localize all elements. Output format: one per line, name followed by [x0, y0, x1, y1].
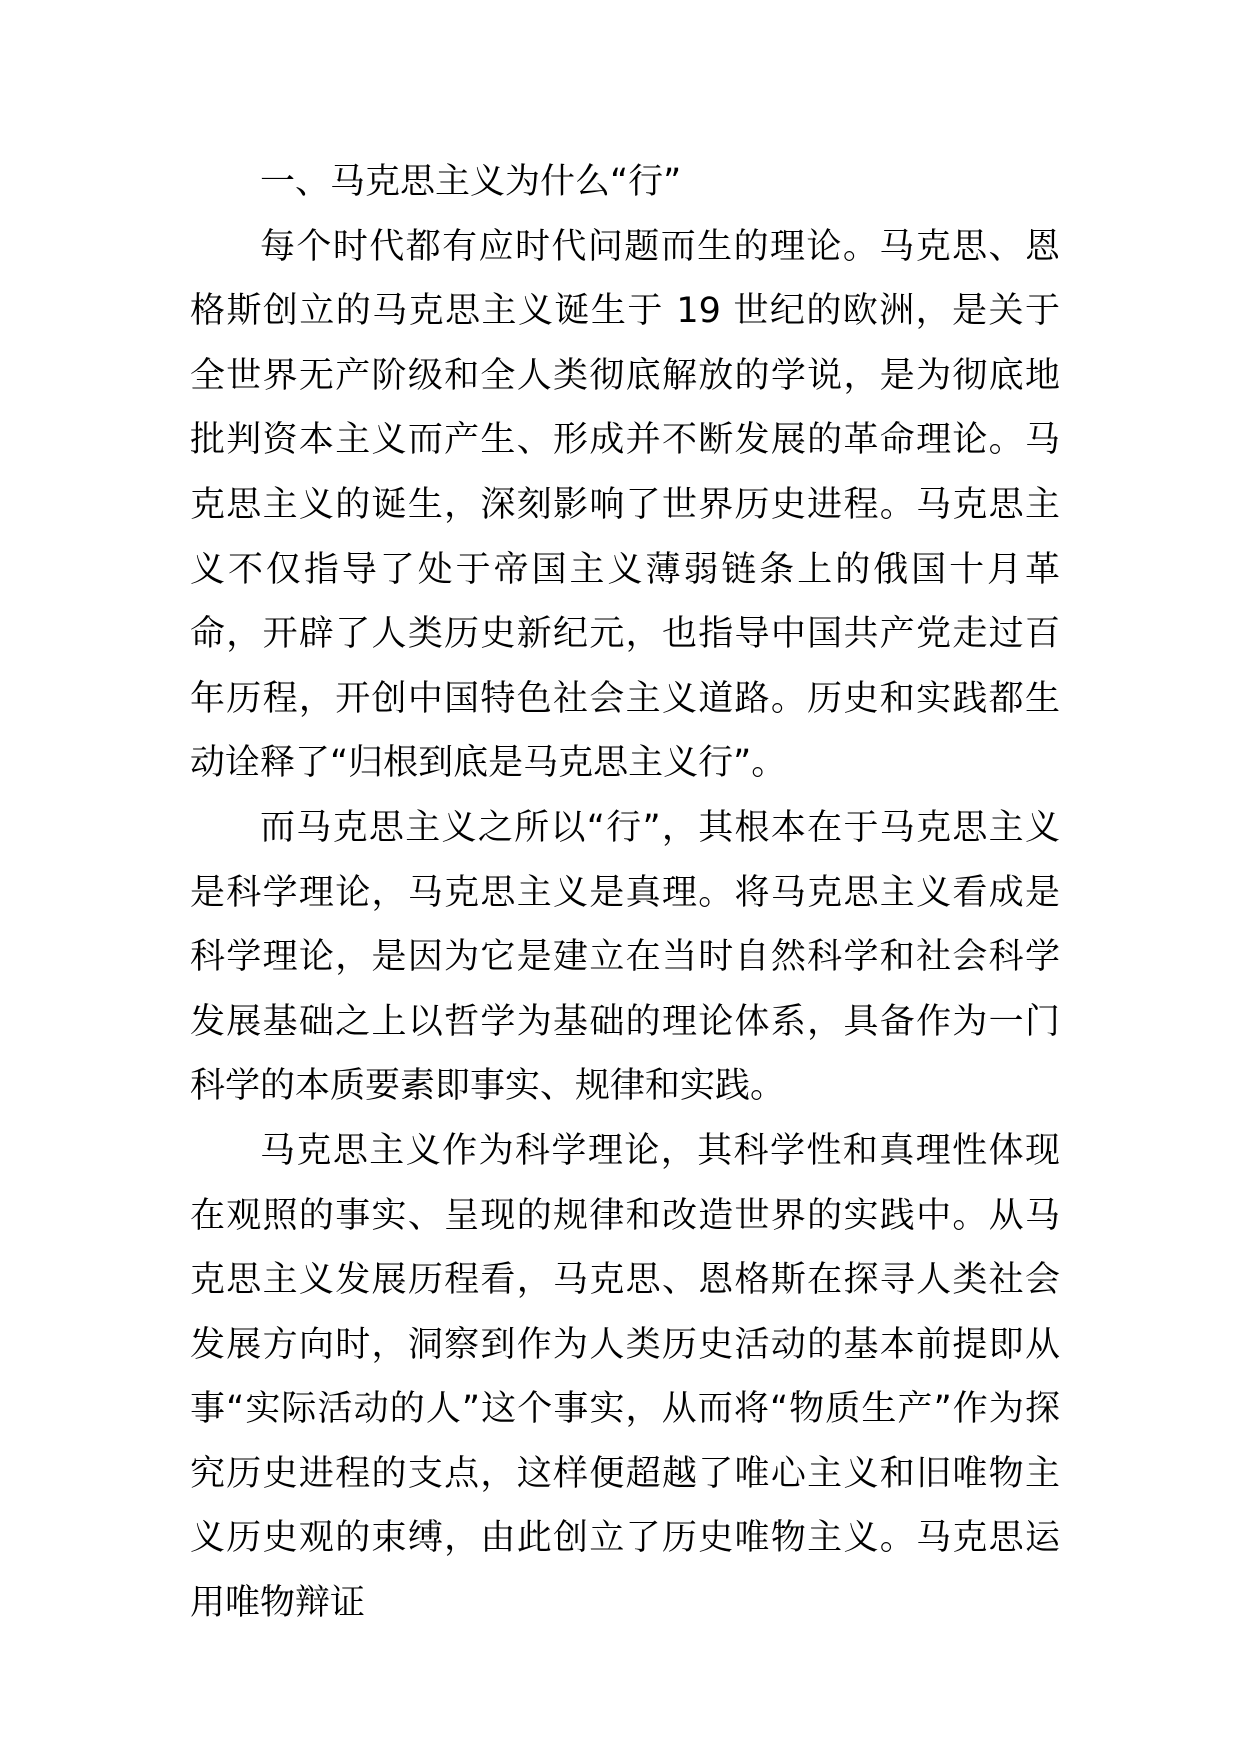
section-heading: 一、马克思主义为什么“行” — [260, 162, 682, 202]
paragraph-1: 每个时代都有应时代问题而生的理论。马克思、恩格斯创立的马克思主义诞生于 19 世纪的欧洲，是关于全世界无产阶级和全人类彻底解放的学说，是为彻底地批判资本主义而产生、形成并不断发展的革命理论。马克思主义的诞生，深刻影响了世界历史进程。马克思主义不仅指导了处于帝国主义薄弱链条上的俄国十月革命，开辟了人类历史新纪元，也指导中国共产党走过百年历程，开创中国特色社会主义道路。历史和实践都生动诠释了“归根到底是马克思主义行”。 — [190, 226, 1060, 784]
paragraph-3: 马克思主义作为科学理论，其科学性和真理性体现在观照的事实、呈现的规律和改造世界的实践中。从马克思主义发展历程看，马克思、恩格斯在探寻人类社会发展方向时，洞察到作为人类历史活动的基本前提即从事“实际活动的人”这个事实，从而将“物质生产”作为探究历史进程的支点，这样便超越了唯心主义和旧唯物主义历史观的束缚，由此创立了历史唯物主义。马克思运用唯物辩证 — [190, 1130, 1061, 1624]
document-body — [190, 150, 1060, 1636]
paragraph-2: 而马克思主义之所以“行”，其根本在于马克思主义是科学理论，马克思主义是真理。将马克思主义看成是科学理论，是因为它是建立在当时自然科学和社会科学发展基础之上以哲学为基础的理论体系，具备作为一门科学的本质要素即事实、规律和实践。 — [190, 807, 1060, 1107]
